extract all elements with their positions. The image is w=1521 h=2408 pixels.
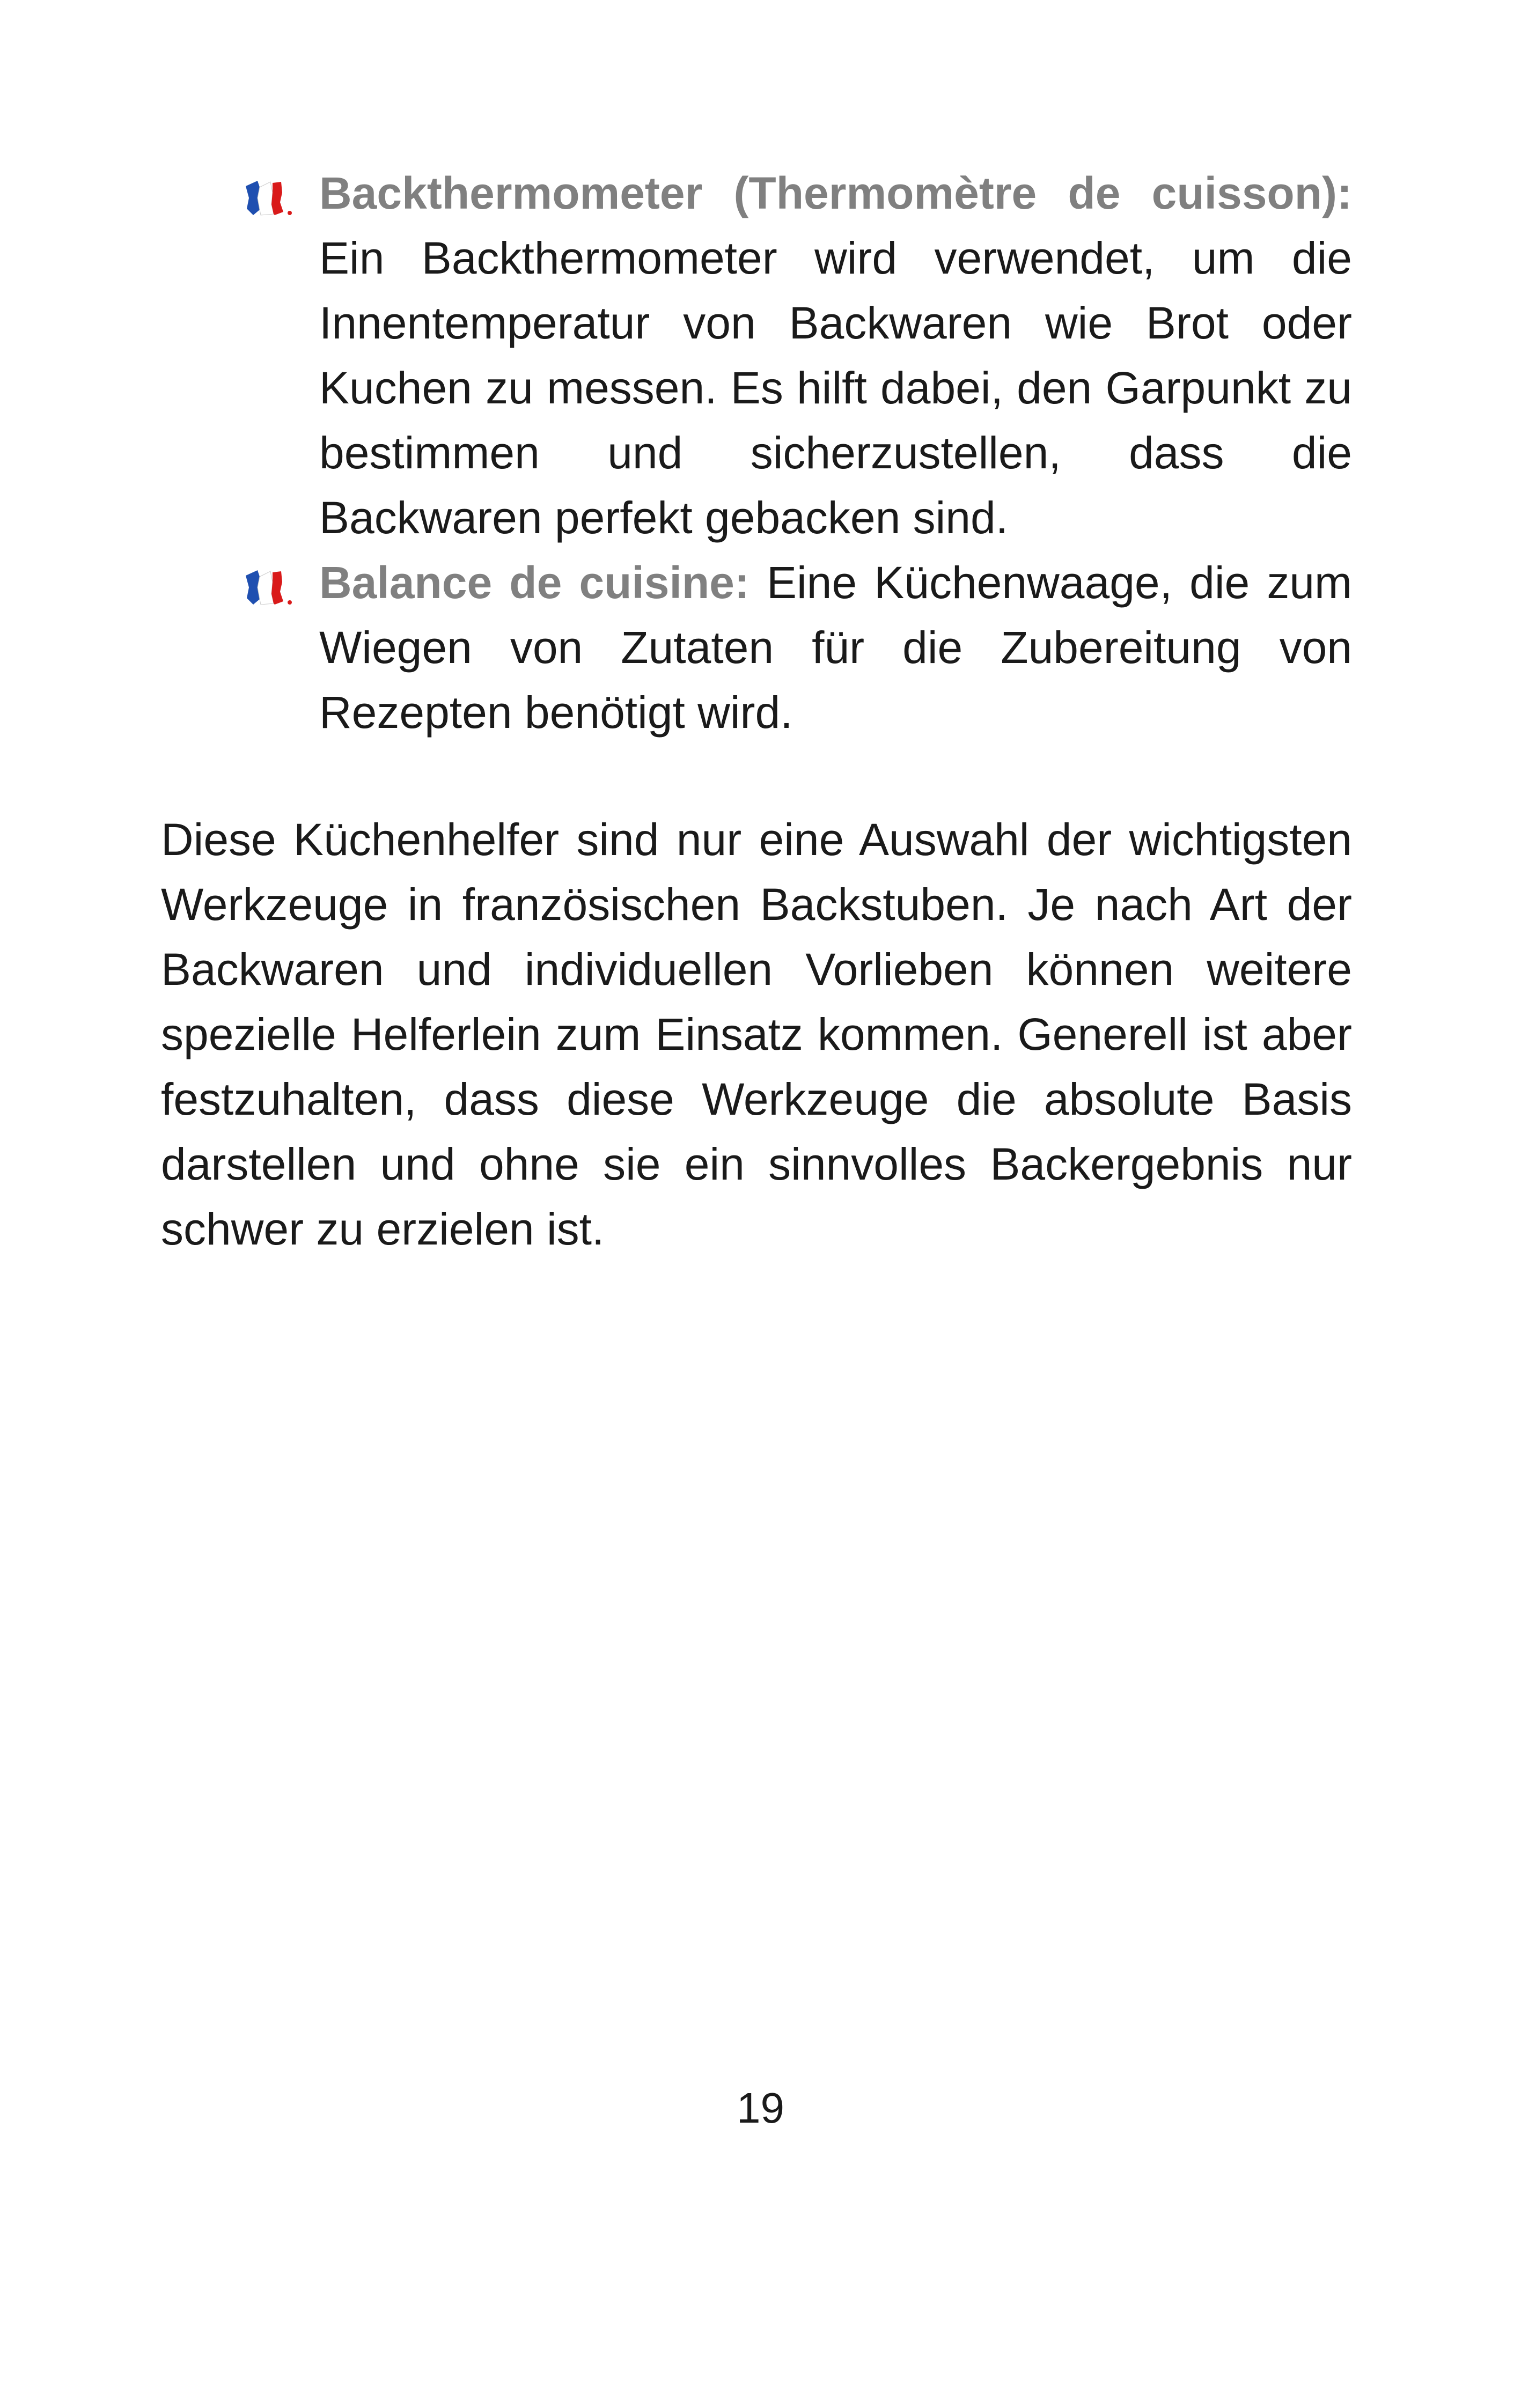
bullet-text: Eine Küchenwaage, die zum Wiegen von Zutaten für die Zubereitung von Rezepten benötigt wird. <box>319 557 1353 738</box>
page-number: 19 <box>737 2084 784 2132</box>
bullet-item-balance <box>236 550 1352 745</box>
bullet-term: Balance de cuisine: <box>319 557 767 608</box>
france-flag-map-icon <box>241 172 295 215</box>
bullet-list <box>236 161 1352 745</box>
bullet-item-backthermometer <box>236 161 1352 550</box>
france-flag-map-icon <box>241 561 295 604</box>
bullet-text: Ein Backthermometer wird verwendet, um die Innentemperatur von Backwaren wie Brot oder Kuchen zu messen. Es hilft dabei, den Garpunkt zu bestimmen und sicherzustellen, dass die Backwaren perfekt gebacken sind. <box>319 233 1352 543</box>
body-paragraph: Diese Küchenhelfer sind nur eine Auswahl der wichtigsten Werkzeuge in französischen Backstuben. Je nach Art der Backwaren und individuellen Vorlieben können weitere spezielle Helferlein zum Einsatz kommen. Generell ist aber festzuhalten, dass diese Werkzeuge die absolute Basis darstellen und ohne sie ein sinnvolles Backergebnis nur schwer zu erzielen ist. <box>161 814 1352 1254</box>
bullet-term: Backthermometer (Thermomètre de cuisson): <box>319 168 1352 218</box>
